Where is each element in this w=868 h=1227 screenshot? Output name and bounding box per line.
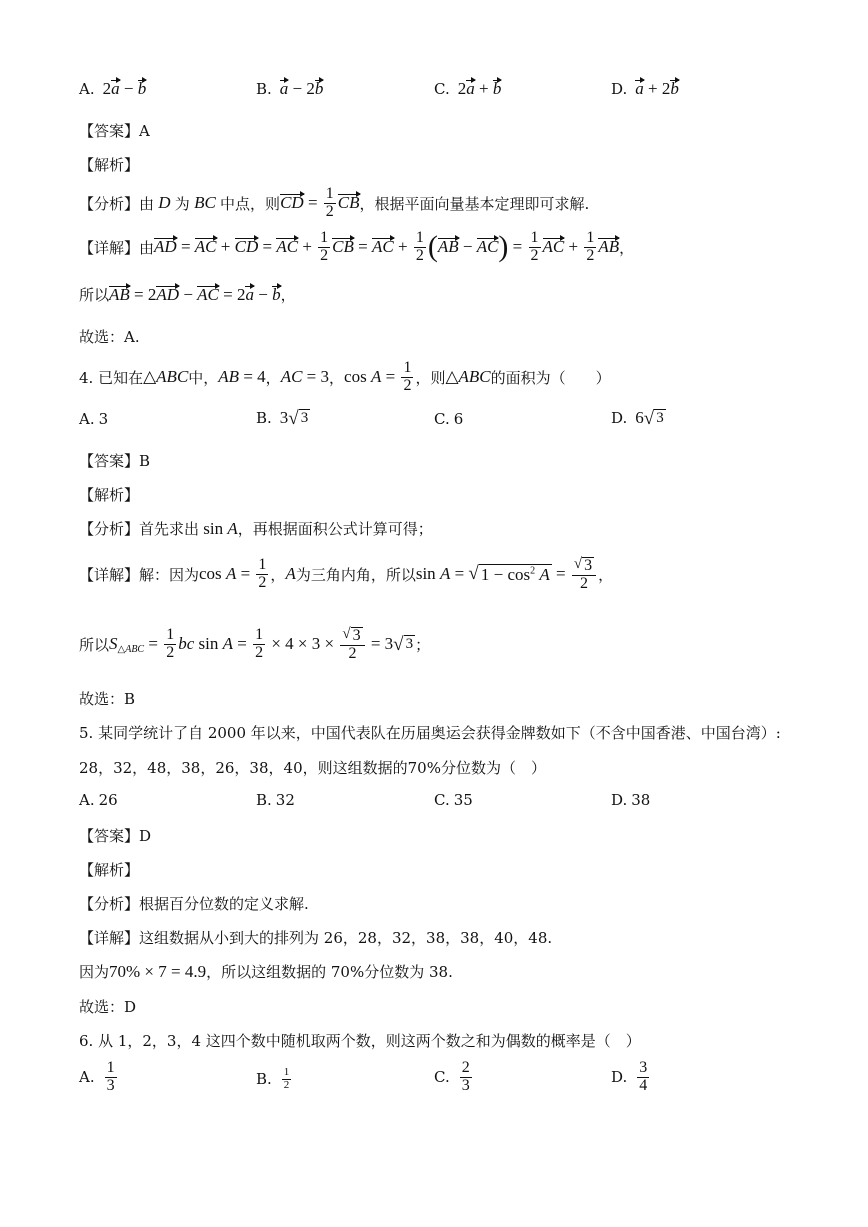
q3-option-c: C. 2 a + b (434, 79, 502, 98)
q6-stem: 6. 从 1，2，3，4 这四个数中随机取两个数，则这两个数之和为偶数的概率是（ ） (79, 1032, 641, 1050)
q4-option-b: B. 3 √ 3 (256, 407, 309, 429)
q3-answer: 【答案】A (79, 122, 150, 140)
q5-option-c: C. 35 (434, 791, 473, 809)
q6-option-d: D. $\frac{3}{4}$ (611, 1059, 648, 1094)
q4-jiexi: 【解析】 (79, 486, 140, 504)
vector-a: a (111, 79, 120, 98)
q4-option-a: A. 3 (79, 410, 109, 428)
q5-answer: 【答案】D (79, 827, 152, 845)
q3-guxuan: 故选：A. (79, 328, 140, 346)
q4-fenxi: 【分析】首先求出 sin A ，再根据面积公式计算可得； (79, 518, 433, 538)
q4-xiangjie: 【详解】解：因为 cos A = $\frac{1}{2}$ ， A 为三角内角，所以 sin A = √ $1 - \cos^2 A$ = √ 3 2 ， (79, 556, 614, 592)
q4-option-d: D. 6 √ 3 (611, 407, 664, 429)
q3-option-b: B. a − 2 b (256, 79, 324, 98)
q5-because: 因为 70% × 7 = 4.9 ，所以这组数据的 70%分位数为 38. (79, 961, 453, 981)
q3-fenxi: 【分析】由 D 为 BC 中点，则 CD = $\frac{1}{2}$ CB ，根据平面向量基本定理即可求解. (79, 185, 590, 220)
q5-xiangjie: 【详解】这组数据从小到大的排列为 26，28，32，38，38，40，48. (79, 929, 553, 947)
q5-option-a: A. 26 (79, 791, 118, 809)
q5-guxuan: 故选：D (79, 998, 137, 1016)
q5-jiexi: 【解析】 (79, 861, 140, 879)
q3-suoyi: 所以 AB = 2 AD − AC = 2 a − b ， (79, 284, 296, 304)
q4-stem: 4. 已知在 △ ABC 中， AB = 4 ， AC = 3 ， cos A = $\frac{1}{2}$ ，则 △ ABC 的面积为（ ） (79, 359, 611, 394)
q6-option-b: B. $\frac{1}{2}$ (256, 1066, 290, 1091)
q4-option-c: C. 6 (434, 410, 464, 428)
q6-option-c: C. $\frac{2}{3}$ (434, 1059, 470, 1094)
q5-stem-line1: 5. 某同学统计了自 2000 年以来，中国代表队在历届奥运会获得金牌数如下（不含中国香港、中国台湾）: (79, 724, 781, 742)
q3-option-d: D. a + 2 b (611, 79, 679, 98)
fraction-one-half: $\frac{1}{2}$ (325, 185, 334, 220)
q6-option-a: A. $\frac{1}{3}$ (79, 1059, 115, 1094)
q5-stem-line2: 28，32，48，38，26，38，40，则这组数据的70%分位数为（ ） (79, 759, 546, 777)
vector-b: b (137, 79, 147, 98)
q3-xiangjie: 【详解】由 AD = AC + CD = AC + $\frac{1}{2}$ CB = AC + $\frac{1}{2}$ ( AB − AC ) = $\frac{1}{2}$ AC + $\frac{1}{2}$ AB ， (79, 229, 635, 264)
q4-suoyi: 所以 S △ABC = $\frac{1}{2}$ bc sin A = $\frac{1}{2}$ × 4 × 3 × √ 3 2 = 3 √ 3 ； (79, 626, 431, 662)
sqrt-three: √ 3 (288, 407, 309, 429)
q3-option-a: A. 2 a − b (79, 79, 147, 98)
q5-fenxi: 【分析】根据百分位数的定义求解. (79, 895, 309, 913)
q4-answer: 【答案】B (79, 452, 151, 470)
q3-jiexi: 【解析】 (79, 156, 140, 174)
q5-option-d: D. 38 (611, 791, 651, 809)
q5-option-b: B. 32 (256, 791, 295, 809)
q4-guxuan: 故选：B (79, 690, 136, 708)
